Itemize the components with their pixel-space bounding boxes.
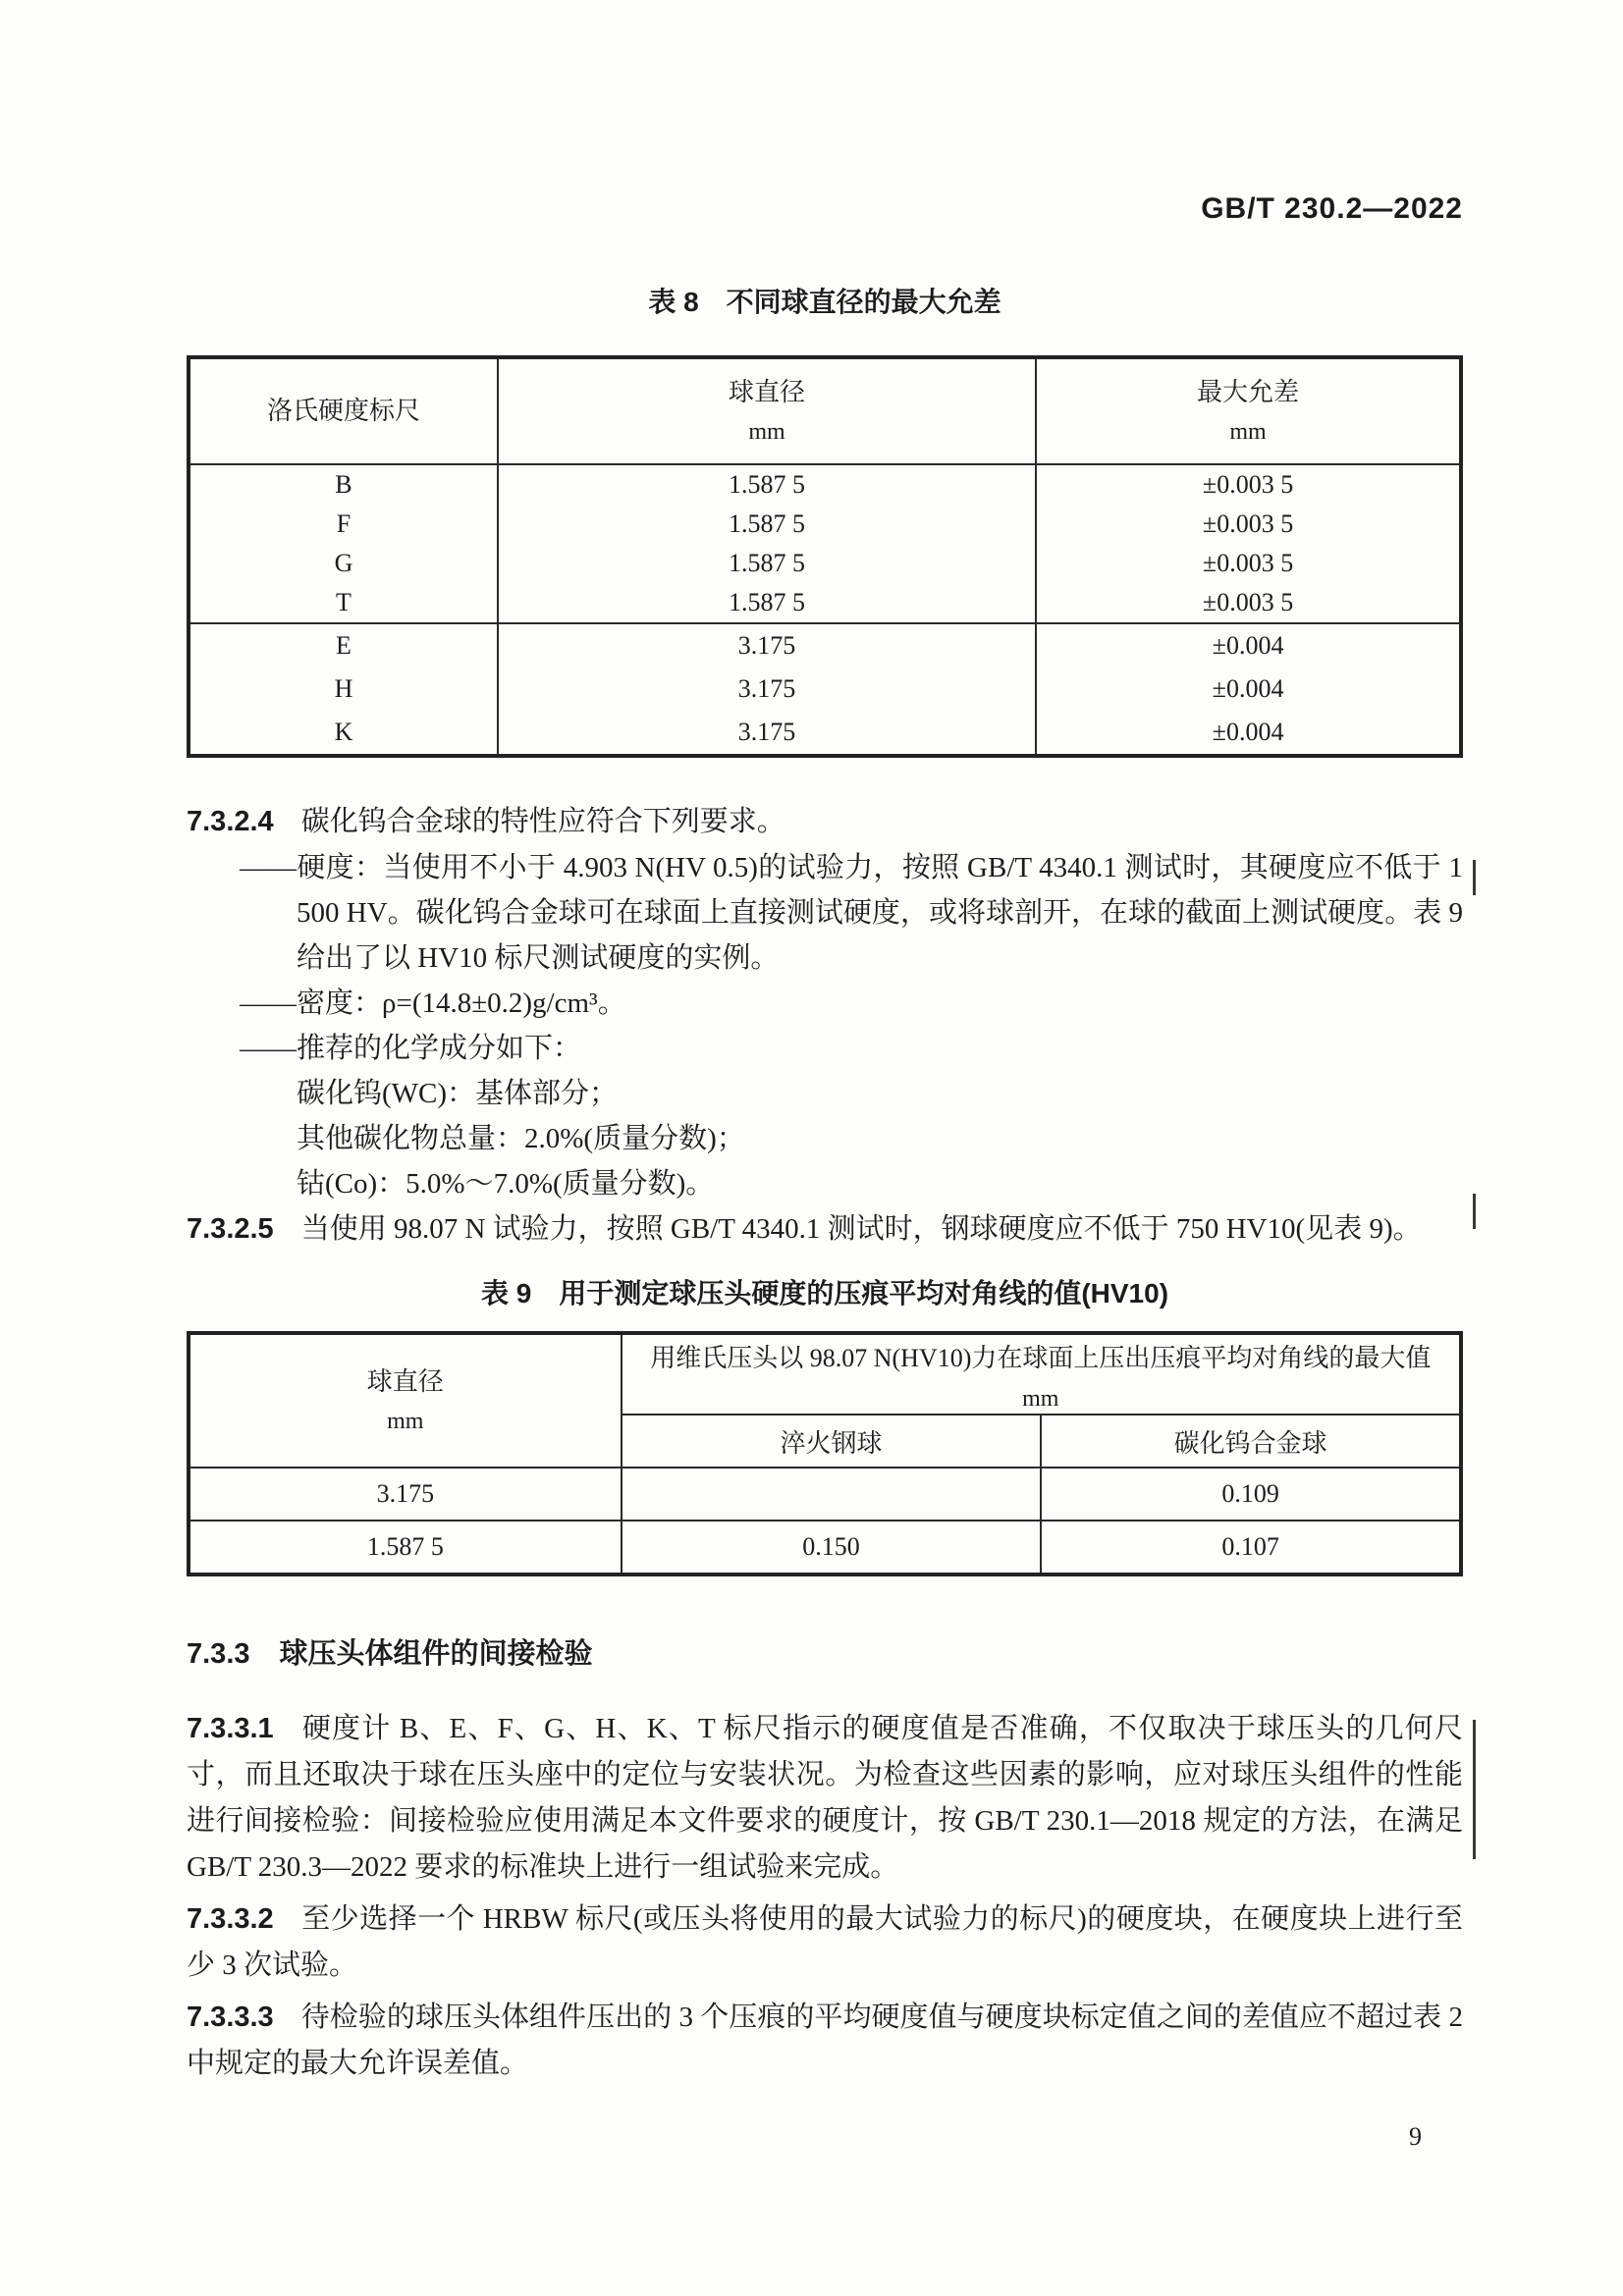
clause-number: 7.3.3 — [187, 1638, 250, 1670]
table-cell: 3.175 — [737, 674, 796, 703]
table-cell: ±0.003 5 — [1202, 549, 1294, 577]
table-cell: 1.587 5 — [189, 1521, 622, 1575]
clause-text: 至少选择一个 HRBW 标尺(或压头将使用的最大试验力的标尺)的硬度块，在硬度块上进行至少 3 次试验。 — [187, 1903, 1463, 1981]
section-7-3-3-heading — [187, 1631, 1463, 1677]
section-7-3-2-4 — [187, 799, 1463, 845]
table-cell: 1.587 5 — [729, 549, 806, 577]
column-header-label: 最大允差 — [1197, 378, 1300, 406]
table8-caption: 表 8 不同球直径的最大允差 — [648, 287, 1001, 317]
column-header-unit: mm — [387, 1409, 424, 1434]
clause-text: 当使用 98.07 N 试验力，按照 GB/T 4340.1 测试时，钢球硬度应不低于 750 HV10(见表 9)。 — [300, 1213, 1422, 1245]
column-header-unit: mm — [748, 419, 785, 445]
table9-subheader-carbide-ball: 碳化钨合金球 — [1041, 1415, 1461, 1468]
table-cell: E — [336, 631, 352, 660]
table-9 — [187, 1331, 1463, 1576]
table8-group2-row — [189, 623, 1461, 756]
table8-group1-row — [189, 464, 1461, 623]
table-cell: ±0.004 — [1212, 718, 1284, 746]
item-text: 密度：ρ=(14.8±0.2)g/cm³。 — [297, 988, 626, 1019]
table8-header-row — [189, 357, 1461, 464]
item-text: 硬度：当使用不小于 4.903 N(HV 0.5)的试验力，按照 GB/T 4340.1 测试时，其硬度应不低于 1 500 HV。碳化钨合金球可在球面上直接测试硬度，或将球剖开，在球的截面上测试硬度。表 9 给出了以 HV10 标尺测试硬度的实例。 — [297, 852, 1463, 974]
column-header-label: 球直径 — [729, 378, 806, 406]
clause-number: 7.3.3.2 — [187, 1903, 274, 1935]
table-cell: 1.587 5 — [729, 509, 806, 538]
table-cell: ±0.003 5 — [1202, 509, 1294, 538]
table9-header-diameter — [189, 1333, 622, 1468]
clause-text: 硬度计 B、E、F、G、H、K、T 标尺指示的硬度值是否准确，不仅取决于球压头的几何尺寸，而且还取决于球在压头座中的定位与安装状况。为检查这些因素的影响，应对球压头组件的性能进行间接检验：间接检验应使用满足本文件要求的硬度计，按 GB/T 230.1—2018 规定的方法，在满足 GB/T 230.3—2022 要求的标准块上进行一组试验来完成。 — [187, 1713, 1463, 1883]
revision-bar — [1473, 1720, 1476, 1859]
table-cell: ±0.003 5 — [1202, 470, 1294, 499]
table-cell: B — [335, 470, 352, 499]
section-7-3-3-2 — [187, 1896, 1463, 1989]
table-cell: ±0.004 — [1212, 674, 1284, 703]
table-cell: 3.175 — [737, 718, 796, 746]
table8-group1-scales — [189, 464, 498, 623]
table8-group1-diameters — [498, 464, 1036, 623]
table-cell — [622, 1468, 1042, 1521]
item-dash: —— — [240, 988, 297, 1019]
list-item-density — [187, 981, 1463, 1026]
table8-header-scale — [189, 357, 498, 464]
clause-number: 7.3.3.3 — [187, 2002, 274, 2033]
column-header-unit: mm — [1229, 419, 1267, 445]
table9-header-span — [622, 1333, 1461, 1415]
page-content — [187, 281, 1463, 2087]
table-cell: 0.109 — [1041, 1468, 1461, 1521]
chemistry-line-other-carbides: 其他碳化物总量：2.0%(质量分数)； — [297, 1123, 745, 1154]
clause-text: 待检验的球压头体组件压出的 3 个压痕的平均硬度值与硬度块标定值之间的差值应不超过表 2 中规定的最大允许误差值。 — [187, 2002, 1463, 2079]
revision-bar — [1473, 1194, 1476, 1229]
section-7-3-3-3 — [187, 1995, 1463, 2087]
page-number: 9 — [1409, 2122, 1422, 2151]
table8-header-tolerance — [1036, 357, 1461, 464]
clause-title: 球压头体组件的间接检验 — [279, 1638, 593, 1670]
table-cell: 1.587 5 — [729, 470, 806, 499]
clause-number: 7.3.2.5 — [187, 1213, 274, 1245]
revision-bar — [1473, 860, 1476, 895]
table9-subheader-steel-ball: 淬火钢球 — [622, 1415, 1042, 1468]
table-cell: 3.175 — [737, 631, 796, 660]
table-cell: T — [336, 588, 352, 616]
table8-group2-diameters — [498, 623, 1036, 756]
table8-header-diameter — [498, 357, 1036, 464]
section-7-3-2-5 — [187, 1206, 1463, 1253]
table8-group2-scales — [189, 623, 498, 756]
list-item-hardness — [187, 845, 1463, 981]
column-header-label: 洛氏硬度标尺 — [266, 397, 420, 425]
table8-group2-tolerances — [1036, 623, 1461, 756]
table-cell: K — [334, 718, 353, 746]
document-reference-header: GB/T 230.2—2022 — [1201, 192, 1463, 225]
table-row — [189, 1468, 1461, 1521]
item-text: 推荐的化学成分如下： — [297, 1033, 582, 1064]
table-cell: 0.107 — [1041, 1521, 1461, 1575]
table-8 — [187, 355, 1463, 758]
chemistry-line-wc: 碳化钨(WC)：基体部分； — [297, 1078, 619, 1109]
item-dash: —— — [240, 1033, 297, 1064]
chemistry-line-cobalt: 钴(Co)：5.0%～7.0%(质量分数)。 — [297, 1168, 715, 1200]
table-cell: 3.175 — [189, 1468, 622, 1521]
table8-group1-tolerances — [1036, 464, 1461, 623]
table-row — [189, 1521, 1461, 1575]
column-header-label: 用维氏压头以 98.07 N(HV10)力在球面上压出压痕平均对角线的最大值 — [650, 1344, 1432, 1372]
table-cell: H — [334, 674, 353, 703]
column-header-label: 球直径 — [366, 1367, 444, 1396]
table-cell: 1.587 5 — [729, 588, 806, 616]
table9-header-row1 — [189, 1333, 1461, 1415]
table-cell: ±0.003 5 — [1202, 588, 1294, 616]
clause-number: 7.3.3.1 — [187, 1713, 274, 1744]
list-item-chemistry — [187, 1026, 1463, 1071]
clause-number: 7.3.2.4 — [187, 806, 274, 837]
table-cell: ±0.004 — [1212, 631, 1284, 660]
table9-caption: 表 9 用于测定球压头硬度的压痕平均对角线的值(HV10) — [480, 1278, 1169, 1308]
section-7-3-3-1 — [187, 1706, 1463, 1891]
table-cell: 0.150 — [622, 1521, 1042, 1575]
table-cell: F — [336, 509, 352, 538]
table-cell: G — [334, 549, 353, 577]
column-header-unit: mm — [1022, 1386, 1059, 1412]
clause-text: 碳化钨合金球的特性应符合下列要求。 — [300, 806, 785, 837]
item-dash: —— — [240, 852, 297, 883]
